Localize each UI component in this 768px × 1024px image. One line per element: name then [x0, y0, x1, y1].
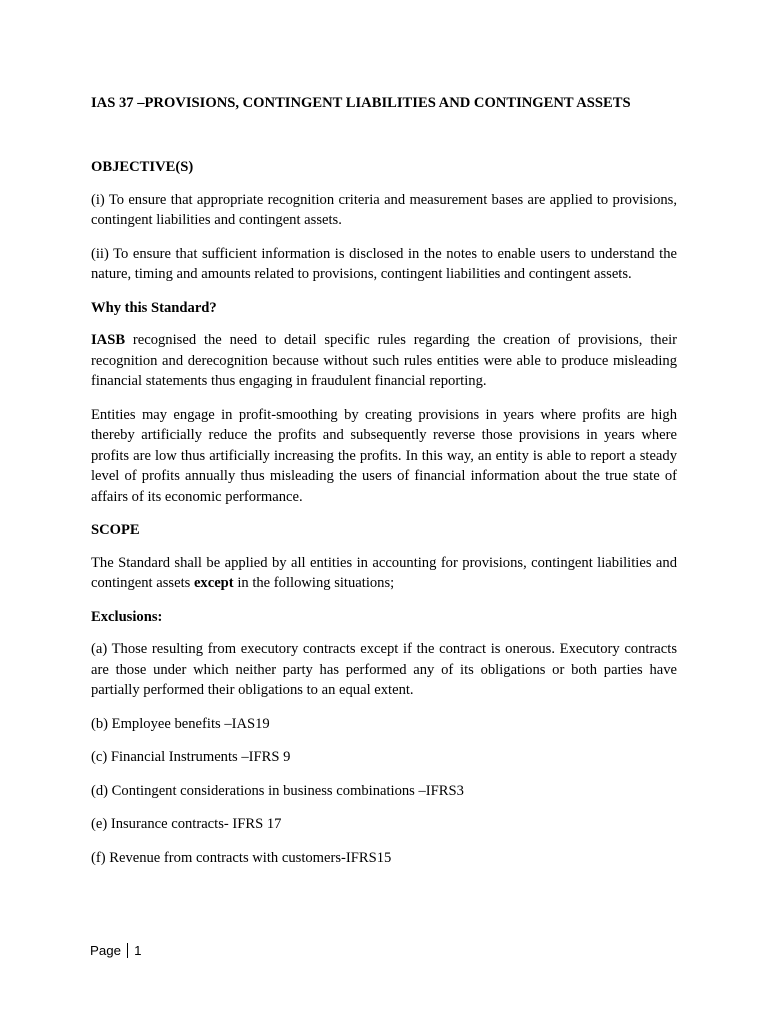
document-title: IAS 37 –PROVISIONS, CONTINGENT LIABILITIES AND CONTINGENT ASSETS: [91, 95, 631, 111]
exclusion-item-d: (d) Contingent considerations in business combinations –IFRS3: [91, 782, 464, 799]
page-label: Page: [90, 943, 122, 958]
why-paragraph-2: Entities may engage in profit-smoothing by creating provisions in years where profits are high thereby artificially reduce the profits and subsequently reverse those provisions in years where profits are low thus artificially increasing the profits. In this way, an entity is able to report a steady level of profits annually thus misleading the users of financial information about the true state of affairs of its economic performance.: [91, 406, 677, 505]
why-paragraph-1-text: recognised the need to detail specific rules regarding the creation of provisions, their recognition and derecognition because without such rules entities were able to produce misleading financial statements thus engaging in fraudulent financial reporting.: [91, 332, 677, 389]
page-footer: [90, 941, 141, 961]
objective-heading: OBJECTIVE(S): [91, 159, 194, 175]
scope-paragraph-end: in the following situations;: [233, 575, 395, 591]
why-heading: Why this Standard?: [91, 299, 217, 316]
exclusions-heading: Exclusions:: [91, 608, 163, 625]
iasb-bold-text: IASB: [91, 332, 126, 348]
page-number: 1: [134, 943, 142, 958]
exclusion-item-c: (c) Financial Instruments –IFRS 9: [91, 749, 291, 765]
document-body: [91, 93, 677, 881]
objective-item-1: (i) To ensure that appropriate recognition criteria and measurement bases are applied to provisions, contingent liabilities and contingent assets.: [91, 191, 677, 228]
page-separator: [127, 943, 128, 958]
exclusion-item-b: (b) Employee benefits –IAS19: [91, 715, 270, 732]
exclusion-item-a: (a) Those resulting from executory contracts except if the contract is onerous. Executory contracts are those under which neither party has performed any of its obligations or both parties have partially performed their obligations to an equal extent.: [91, 641, 677, 698]
scope-paragraph: [91, 553, 677, 594]
scope-paragraph-start: The Standard shall be applied by all entities in accounting for provisions, contingent liabilities and contingent assets: [91, 554, 677, 591]
exclusion-item-e: (e) Insurance contracts- IFRS 17: [91, 816, 282, 832]
scope-heading: SCOPE: [91, 522, 140, 538]
exclusion-item-f: (f) Revenue from contracts with customers-IFRS15: [91, 849, 392, 866]
objective-item-2: (ii) To ensure that sufficient information is disclosed in the notes to enable users to understand the nature, timing and amounts related to provisions, contingent liabilities and contingent assets.: [91, 245, 677, 282]
scope-except-bold: except: [193, 575, 234, 591]
why-paragraph-1: [91, 330, 677, 392]
